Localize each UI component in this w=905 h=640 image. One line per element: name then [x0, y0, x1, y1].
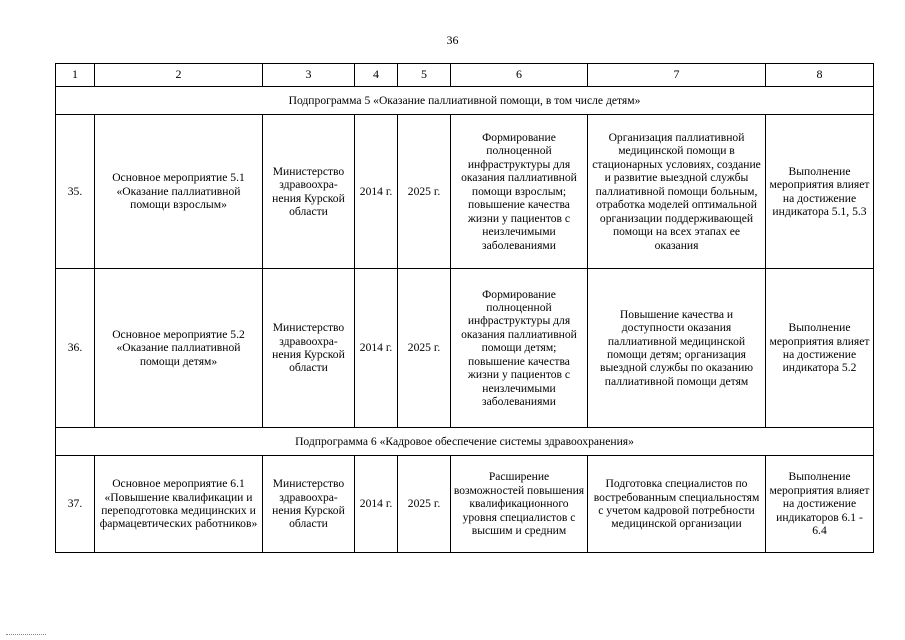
subprogram-row	[56, 87, 874, 115]
column-header: 1	[56, 64, 95, 87]
start-year: 2014 г.	[355, 115, 398, 269]
event-name: Основное мероприятие 6.1 «Повышение квалификации и переподготовка медицинских и фармацевтических работников»	[95, 456, 263, 553]
column-header: 8	[766, 64, 874, 87]
column-header: 7	[588, 64, 766, 87]
executor: Министерство здравоохра-нения Курской области	[263, 269, 355, 428]
column-number-row	[56, 64, 874, 87]
indicator-link: Выполнение мероприятия влияет на достижение индикатора 5.2	[766, 269, 874, 428]
executor: Министерство здравоохра-нения Курской области	[263, 115, 355, 269]
start-year: 2014 г.	[355, 456, 398, 553]
expected-result: Формирование полноценной инфраструктуры для оказания паллиативной помощи взрослым; повышение качества жизни у пациентов с неизлечимыми заболеваниями	[451, 115, 588, 269]
column-header: 2	[95, 64, 263, 87]
row-number: 37.	[56, 456, 95, 553]
column-header: 3	[263, 64, 355, 87]
column-header: 4	[355, 64, 398, 87]
indicator-link: Выполнение мероприятия влияет на достижение индикатора 5.1, 5.3	[766, 115, 874, 269]
end-year: 2025 г.	[398, 456, 451, 553]
subprogram-title: Подпрограмма 6 «Кадровое обеспечение системы здравоохранения»	[56, 428, 874, 456]
expected-result: Формирование полноценной инфраструктуры для оказания паллиативной помощи детям; повышение качества жизни у пациентов с неизлечимыми заболеваниями	[451, 269, 588, 428]
page-number: 36	[446, 33, 459, 47]
subprogram-row	[56, 428, 874, 456]
event-name: Основное мероприятие 5.2 «Оказание паллиативной помощи детям»	[95, 269, 263, 428]
subprogram-title: Подпрограмма 5 «Оказание паллиативной помощи, в том числе детям»	[56, 87, 874, 115]
event-name: Основное мероприятие 5.1 «Оказание паллиативной помощи взрослым»	[95, 115, 263, 269]
events-table	[55, 63, 874, 553]
main-content: Повышение качества и доступности оказания паллиативной медицинской помощи детям; организация выездной службы по оказанию паллиативной помощи детям	[588, 269, 766, 428]
expected-result: Расширение возможностей повышения квалификационного уровня специалистов с высшим и средним	[451, 456, 588, 553]
start-year: 2014 г.	[355, 269, 398, 428]
row-number: 35.	[56, 115, 95, 269]
scan-artifact	[6, 634, 46, 637]
table-row	[56, 269, 874, 428]
end-year: 2025 г.	[398, 269, 451, 428]
table-row	[56, 115, 874, 269]
end-year: 2025 г.	[398, 115, 451, 269]
main-content: Организация паллиативной медицинской помощи в стационарных условиях, создание и развитие выездной службы паллиативной помощи больным, отработка моделей оптимальной организации поддерживающей помощи на всех этапах ее оказания	[588, 115, 766, 269]
row-number: 36.	[56, 269, 95, 428]
table-row	[56, 456, 874, 553]
indicator-link: Выполнение мероприятия влияет на достижение индикаторов 6.1 - 6.4	[766, 456, 874, 553]
main-content: Подготовка специалистов по востребованным специальностям с учетом кадровой потребности медицинской организации	[588, 456, 766, 553]
executor: Министерство здравоохра-нения Курской области	[263, 456, 355, 553]
column-header: 5	[398, 64, 451, 87]
column-header: 6	[451, 64, 588, 87]
